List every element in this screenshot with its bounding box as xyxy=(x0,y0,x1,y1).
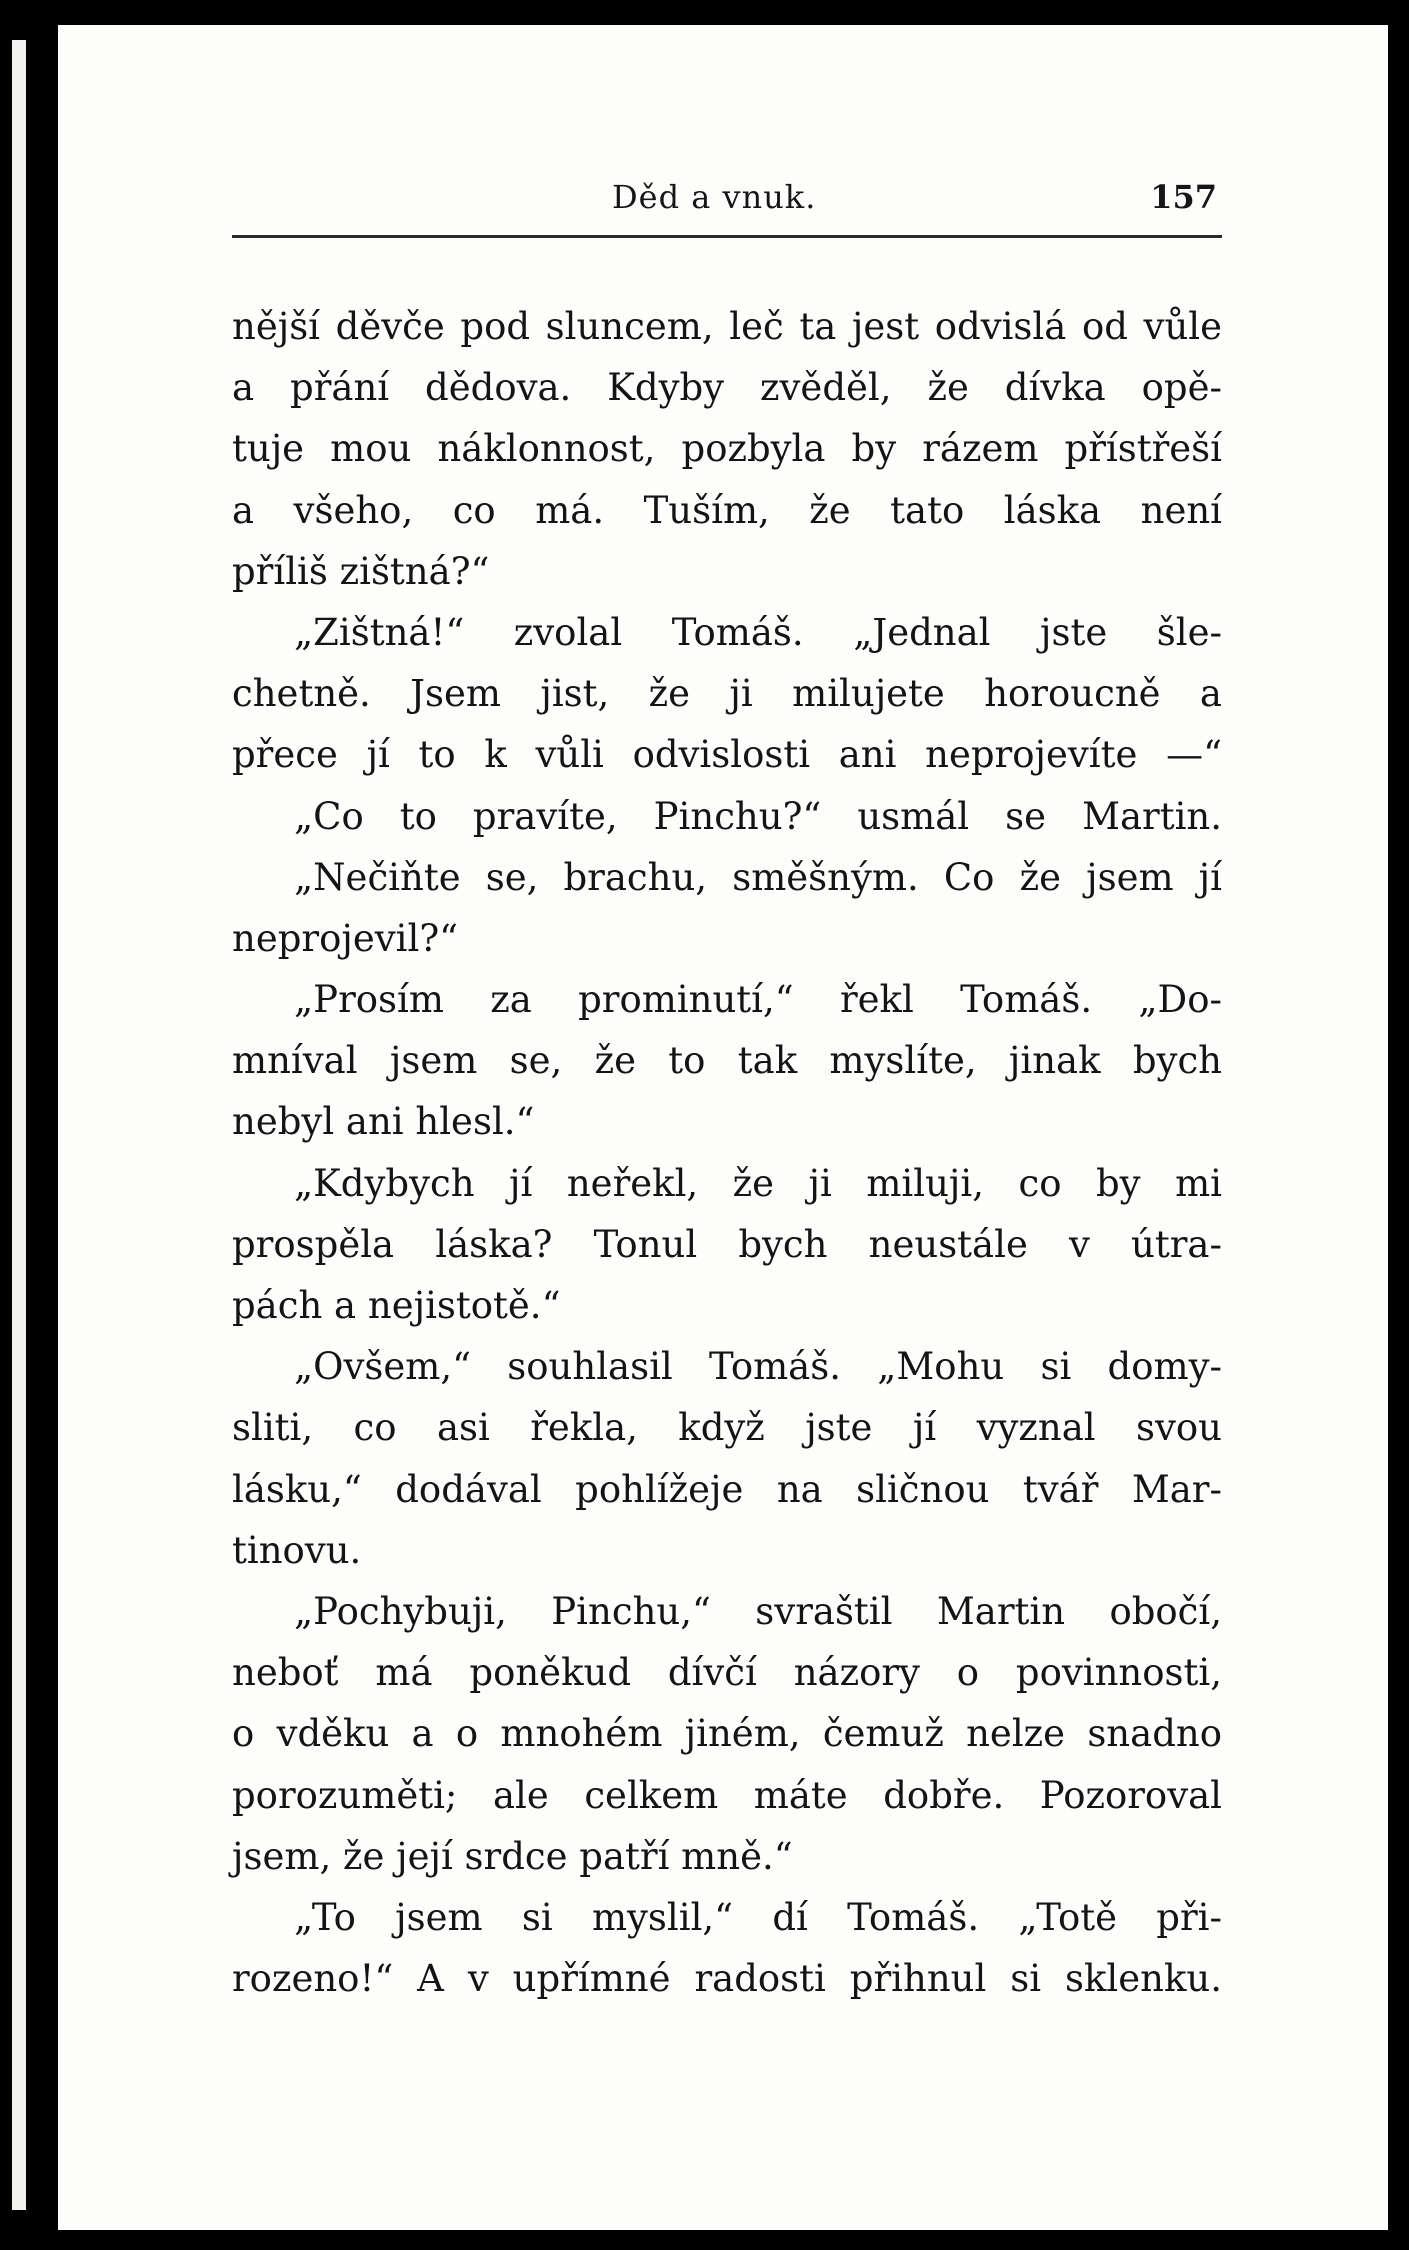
header-rule xyxy=(232,235,1222,238)
text-line: „Nečiňte se, brachu, směšným. Co že jsem jí xyxy=(294,855,1222,899)
text-line: nější děvče pod sluncem, leč ta jest odvislá od vůle xyxy=(232,305,1222,348)
page-number: 157 xyxy=(1150,178,1217,216)
text-line: „Kdybych jí neřekl, že ji miluji, co by mi xyxy=(294,1161,1222,1205)
scan-border-right xyxy=(1388,0,1409,2250)
text-line: a všeho, co má. Tuším, že tato láska není xyxy=(232,488,1222,532)
text-line: „Prosím za prominutí,“ řekl Tomáš. „Do- xyxy=(294,978,1222,1022)
text-line: tinovu. xyxy=(232,1528,362,1572)
text-line: „Zištná!“ zvolal Tomáš. „Jednal jste šle- xyxy=(294,610,1222,654)
text-line: přece jí to k vůli odvislosti ani neprojevíte —“ xyxy=(232,733,1222,777)
text-line: nebyl ani hlesl.“ xyxy=(232,1100,535,1144)
text-line: jsem, že její srdce patří mně.“ xyxy=(232,1834,793,1878)
text-line: sliti, co asi řekla, když jste jí vyznal svou xyxy=(232,1406,1222,1450)
text-line: „Pochybuji, Pinchu,“ svraštil Martin obočí, xyxy=(294,1589,1222,1633)
text-line: rozeno!“ A v upřímné radosti přihnul si sklenku. xyxy=(232,1957,1222,2001)
text-line: o vděku a o mnohém jiném, čemuž nelze snadno xyxy=(232,1712,1222,1756)
book-spine-shadow xyxy=(0,0,58,2250)
text-line: „To jsem si myslil,“ dí Tomáš. „Totě při- xyxy=(294,1895,1222,1939)
text-line: neprojevil?“ xyxy=(232,916,459,960)
text-line: příliš zištná?“ xyxy=(232,549,490,593)
text-line: mníval jsem se, že to tak myslíte, jinak bych xyxy=(232,1039,1222,1083)
text-line: prospěla láska? Tonul bych neustále v útra- xyxy=(232,1222,1222,1266)
page-fore-edge xyxy=(12,40,26,2210)
text-line: pách a nejistotě.“ xyxy=(232,1284,561,1327)
text-line: tuje mou náklonnost, pozbyla by rázem přístřeší xyxy=(232,427,1222,471)
body-text xyxy=(232,296,1222,2009)
text-line: a přání dědova. Kdyby zvěděl, že dívka opě- xyxy=(232,366,1222,410)
text-line: „Co to pravíte, Pinchu?“ usmál se Martin. xyxy=(294,794,1222,838)
running-title: Děd a vnuk. xyxy=(612,178,817,216)
text-line: lásku,“ dodával pohlížeje na sličnou tvář Mar- xyxy=(232,1467,1222,1511)
text-line: porozuměti; ale celkem máte dobře. Pozoroval xyxy=(232,1773,1222,1817)
text-line: neboť má poněkud dívčí názory o povinnosti, xyxy=(232,1651,1222,1695)
text-line: chetně. Jsem jist, že ji milujete horoucně a xyxy=(232,672,1222,716)
running-header xyxy=(232,178,1217,224)
text-line: „Ovšem,“ souhlasil Tomáš. „Mohu si domy- xyxy=(294,1345,1222,1389)
